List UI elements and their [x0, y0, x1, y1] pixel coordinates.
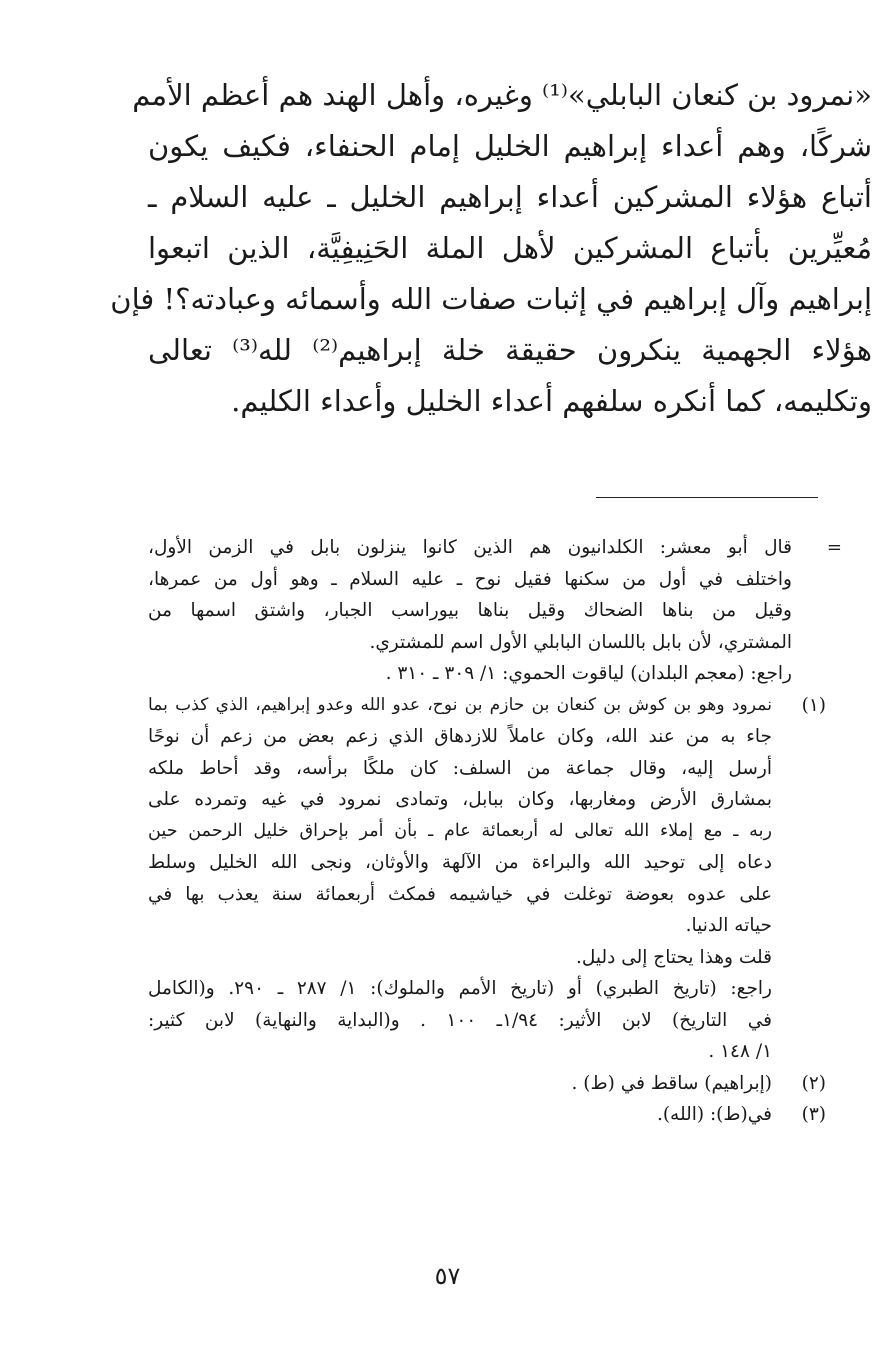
footnote-line: المشتري، لأن بابل باللسان البابلي الأول اسم للمشتري. — [369, 631, 792, 653]
footnote-continuation — [148, 532, 842, 690]
footnote-line: في التاريخ) لابن الأثير: ١/٩٤ـ ١٠٠ . و(البداية والنهاية) لابن كثير: — [148, 1009, 772, 1031]
footnote-line: نمرود وهو بن كوش بن كنعان بن حازم بن نوح، عدو الله وعدو إبراهيم، الذي كذب بما — [148, 694, 772, 715]
page-number: ٥٧ — [434, 1262, 461, 1290]
footnote-line: قال أبو معشر: الكلدانيون هم الذين كانوا ينزلون بابل في الزمن الأول، — [148, 537, 792, 558]
main-text-line: إبراهيم وآل إبراهيم في إثبات صفات الله وأسمائه وعبادته؟! فإن — [110, 282, 872, 316]
footnote-line: أرسل إليه، وقال جماعة من السلف: كان ملكًا برأسه، وقد أحاط ملكه — [148, 757, 772, 779]
footnote-marker: (١) — [801, 694, 826, 716]
main-text-line: أتباع هؤلاء المشركين أعداء إبراهيم الخليل ـ عليه السلام ـ — [148, 180, 872, 214]
main-text-line: «نمرود بن كنعان البابلي»⁽¹⁾ وغيره، وأهل الهند هم أعظم الأمم — [132, 78, 872, 112]
footnote-line: على عدوه بعوضة توغلت في خياشيمه فمكث أربعمائة سنة يعذب بها في — [148, 883, 772, 905]
main-text — [110, 70, 872, 427]
footnote-line: واختلف في أول من سكنها فقيل نوح ـ عليه السلام ـ وهو أول من عمرها، — [148, 568, 792, 590]
main-text-line: هؤلاء الجهمية ينكرون حقيقة خلة إبراهيم⁽²⁾ لله⁽³⁾ تعالى — [148, 333, 872, 367]
footnote-line: راجع: (تاريخ الطبري) أو (تاريخ الأمم والملوك): ١/ ٢٨٧ ـ ٢٩٠. و(الكامل — [148, 978, 772, 999]
footnote-line: ١/ ١٤٨ . — [708, 1041, 772, 1062]
footnote-line: وقيل من بناها الضحاك وقيل بناها بيوراسب الجبار، واشتق اسمها من — [148, 600, 792, 621]
main-text-line: وتكليمه، كما أنكره سلفهم أعداء الخليل وأعداء الكليم. — [231, 384, 872, 418]
footnote-line: دعاه إلى توحيد الله والبراءة من الآلهة والأوثان، ونجى الله الخليل وسلط — [148, 852, 772, 873]
footnote-marker: (٢) — [801, 1072, 826, 1094]
footnote-line: بمشارق الأرض ومغاربها، وكان ببابل، وتمادى نمرود في غيه وتمرده على — [148, 789, 772, 810]
footnote-1 — [148, 690, 826, 1068]
footnote-line: راجع: (معجم البلدان) لياقوت الحموي: ١/ ٣٠٩ ـ ٣١٠ . — [385, 663, 792, 684]
footnote-marker: (٣) — [801, 1104, 826, 1125]
footnote-2 — [148, 1068, 826, 1100]
footnote-separator — [596, 497, 818, 498]
footnote-3 — [148, 1099, 826, 1131]
main-text-line: شركًا، وهم أعداء إبراهيم الخليل إمام الحنفاء، فكيف يكون — [148, 129, 872, 163]
footnote-line: جاء به من عند الله، وكان عاملاً للازدهاق الذي زعم بعض من زعم أن نوحًا — [148, 726, 772, 747]
footnote-line: قلت وهذا يحتاج إلى دليل. — [576, 946, 772, 968]
footnote-line: حياته الدنيا. — [685, 915, 772, 936]
footnote-line: في(ط): (الله). — [656, 1104, 772, 1125]
main-text-line: مُعيِّرين بأتباع المشركين لأهل الملة الحَنِيفِيَّة، الذين اتبعوا — [148, 231, 872, 265]
footnotes — [148, 532, 842, 1131]
footnote-line: (إبراهيم) ساقط في (ط) . — [571, 1072, 772, 1094]
continuation-marker: = — [826, 537, 842, 558]
footnote-line: ربه ـ مع إملاء الله تعالى له أربعمائة عام ـ بأن أمر بإحراق خليل الرحمن حين — [148, 820, 772, 841]
